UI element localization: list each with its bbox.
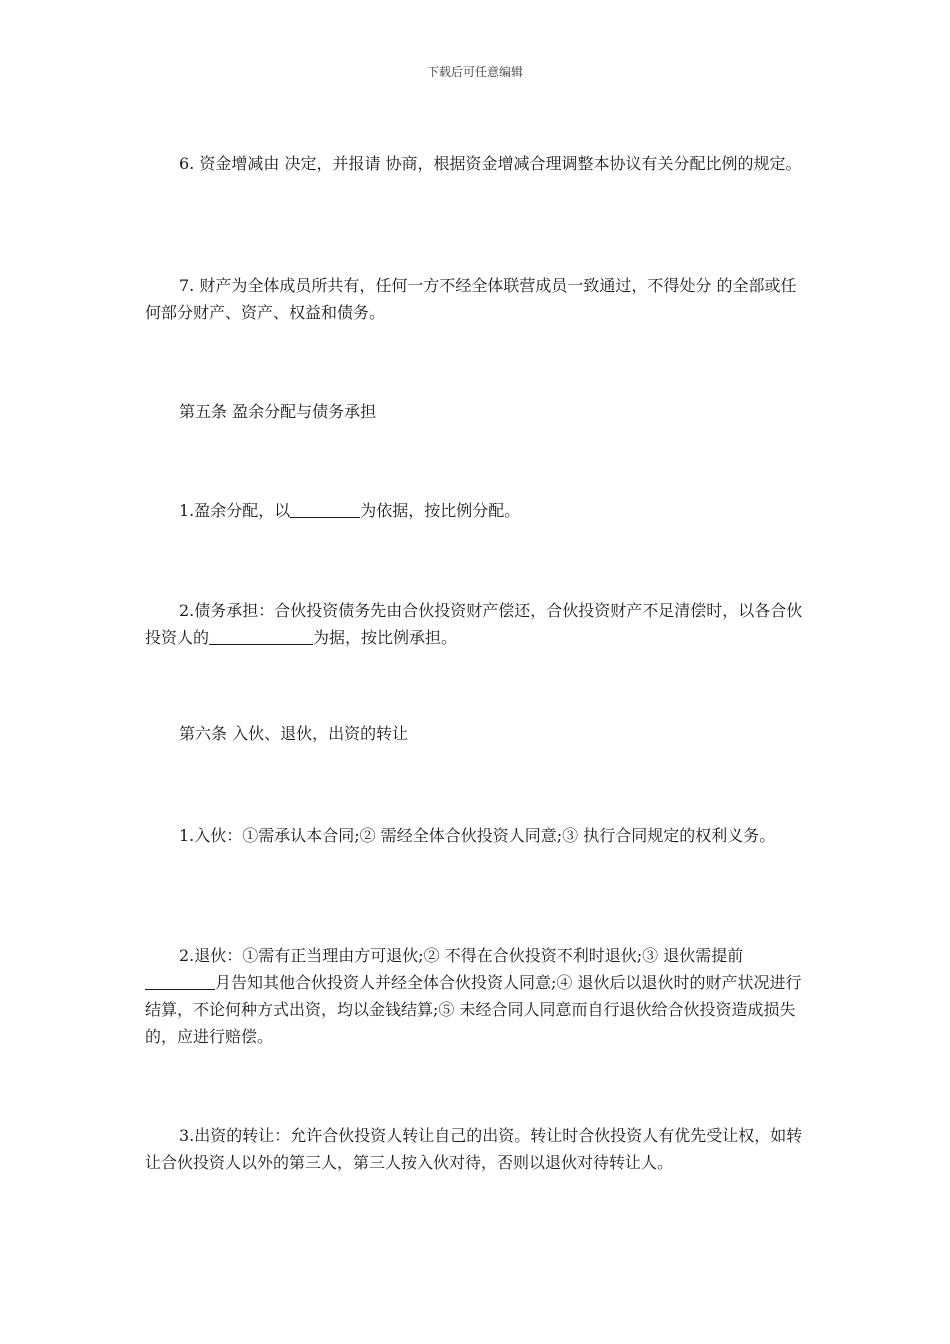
clause-4-item-6: 6. 资金增减由 决定，并报请 协商，根据资金增减合理调整本协议有关分配比例的规定。 bbox=[179, 154, 802, 173]
clause-6-item-3: 3.出资的转让：允许合伙投资人转让自己的出资。转让时合伙投资人有优先受让权，如转让合伙投资人以外的第三人，第三人按入伙对待，否则以退伙对待转让人。 bbox=[145, 1126, 803, 1172]
clause-5-item-2 bbox=[145, 597, 810, 651]
header-note: 下载后可任意编辑 bbox=[426, 65, 523, 79]
clause-4-item-7: 7. 财产为全体成员所共有，任何一方不经全体联营成员一致通过，不得处分 的全部或任何部分财产、资产、权益和债务。 bbox=[145, 276, 797, 322]
clause-5-item-2-before: 2.债务承担：合伙投资债务先由合伙投资财产偿还，合伙投资财产不足清偿时，以各合伙投资人的 bbox=[145, 601, 803, 647]
clause-5-item-1-before: 1.盈余分配，以 bbox=[179, 501, 291, 520]
clause-5-item-1-after: 为依据，按比例分配。 bbox=[360, 501, 521, 520]
clause-6-item-2 bbox=[145, 942, 810, 1050]
clause-6-item-2-before: 2.退伙：①需有正当理由方可退伙;② 不得在合伙投资不利时退伙;③ 退伙需提前 bbox=[179, 946, 744, 965]
article-6-heading: 第六条 入伙、退伙，出资的转让 bbox=[179, 724, 409, 743]
fill-blank-profit-basis bbox=[290, 501, 360, 518]
clause-5-item-2-after: 为据，按比例承担。 bbox=[313, 628, 458, 647]
fill-blank-notice-months bbox=[145, 973, 215, 990]
clause-6-item-1: 1.入伙：①需承认本合同;② 需经全体合伙投资人同意;③ 执行合同规定的权利义务。 bbox=[179, 826, 776, 845]
fill-blank-debt-basis bbox=[209, 628, 313, 645]
clause-5-item-1 bbox=[145, 497, 810, 524]
article-5-heading: 第五条 盈余分配与债务承担 bbox=[179, 402, 377, 421]
clause-6-item-2-after: 月告知其他合伙投资人并经全体合伙投资人同意;④ 退伙后以退伙时的财产状况进行结算，不论何种方式出资，均以金钱结算;⑤ 未经合同人同意而自行退伙给合伙投资造成损失的，应进行赔偿。 bbox=[145, 973, 802, 1046]
